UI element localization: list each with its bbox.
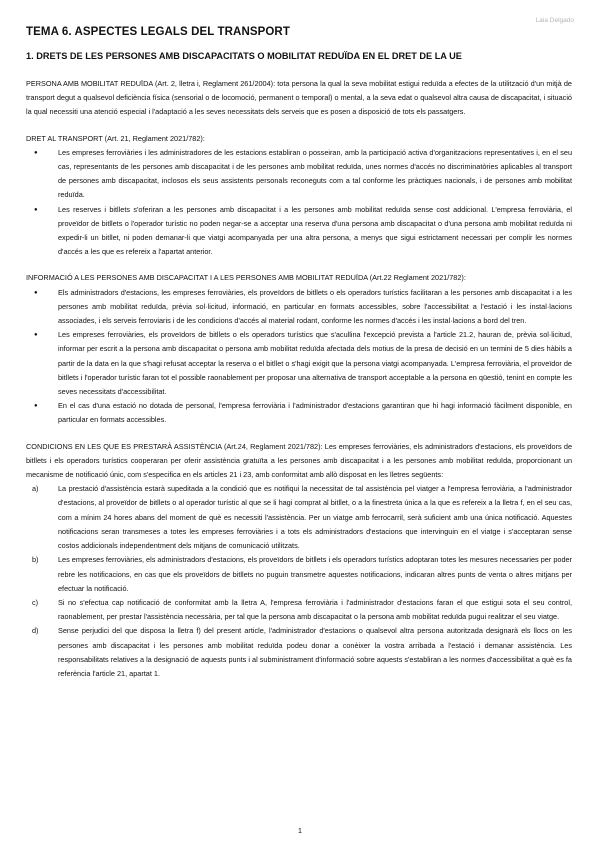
- information-section: [26, 271, 572, 427]
- document-title: TEMA 6. ASPECTES LEGALS DEL TRANSPORT: [26, 26, 290, 38]
- definition-term: PERSONA AMB MOBILITAT REDUÏDA: [26, 79, 153, 88]
- definition-text: (Art. 2, lletra i, Reglament 261/2004): tota persona la qual la seva mobilitat estigui reduïda a efectes de la utilització d'un mitjà de transport degut a qualsevol deficiència física (sensorial o de locomoció, permanent o temporal) o mental, a la seva edat o qualsevol altra causa de discapacitat, i situació la qual necessiti una atenció especial i l'adaptació a les seves necessitats dels serveis que es posen a disposició de tots els passatgers.: [26, 79, 572, 117]
- section-heading-line: [26, 271, 572, 285]
- list-item: ● Les empreses ferroviàries, els proveïdors de bitllets o els operadors turístics que s'acullina l'excepció prevista a l'article 21.2, hauran de, prèvia sol·licitud, informar per escrit a la persona amb discapacitat o persona amb mobilitat reduïda afectada dels motius de la presa de decisió en un termini de 5 dies hàbils a partir de la data en la que s'hagi refusat acceptar la reserva o el bitllet o s'hagi exigit que la persona viatgi acompanyada. L'empresa ferroviària, el proveïdor de bitllets i l'operador turístic faran tot el possible raonablement per proposar una alternativa de transport acceptable a la persona en qüestió, tenint en compte les seves necessitats d'accessibilitat.: [58, 328, 572, 399]
- list-item: [32, 482, 572, 553]
- item-text: Les empreses ferroviàries, els administradors d'estacions, els proveïdors de bitllets i els operadors turístics adoptaran totes les mesures necessaries per poder rebre les notificacions, en cas que els proveïdors de bitllets no puguin transmetre aquestes notificacions, indicaran altres punts de venta o altres mitjans per efectuar la notificació.: [58, 555, 572, 593]
- section-heading: 1. DRETS DE LES PERSONES AMB DISCAPACITATS O MOBILITAT REDUÏDA EN EL DRET DE LA UE: [26, 51, 462, 61]
- document-page: [26, 26, 572, 693]
- item-marker: b): [32, 555, 39, 565]
- bullet-list: [26, 286, 572, 428]
- item-text: Si no s'efectua cap notificació de conformitat amb la lletra A, l'empresa ferroviària i l'administrador d'estacions faran el que estigui sota el seu control, raonablement, per prestar l'assistència necessària, per tal que la persona amb discapacitat o la persona amb mobilitat reduïda pugui realitzar el seu viatge.: [58, 597, 572, 622]
- item-text: La prestació d'assistència estarà supeditada a la condició que es notifiqui la necessitat de tal assistència pel viatger a l'empresa ferroviària, a l'administrador d'estacions, al proveïdor de bitllets o al operador turístic al que se li hagi comprat al bitllet, o a la finestreta única a la que es refereix a la lletra f, en el seu cas, com a mínim 24 hores abans del moment de què es necessiti l'assistència. Per un viatge amb ferrocarril, serà suficient amb una única notificació. Aquestes notificacions seran transmeses a totes les empreses ferroviàries i a tots els administradors d'estacions que intervinguin en el viatge i s'acceptaran sense costos addicionals independentment dels mitjans de comunicació utilitzats.: [58, 484, 572, 551]
- list-item: ● Les empreses ferroviàries i les administradores de les estacions establiran o posseiran, amb la participació activa d'organitzacions representatives i, en el seu cas, representants de les persones amb discapacitat i de les persones amb mobilitat reduïda, unes normes d'accés no discriminatòries aplicables al transport de persones amb discapacitat, inclosos els seus assistents personals reconeguts com a tal conforme les pràctiques nacionals, i de persones amb mobilitat reduïda.: [58, 146, 572, 203]
- page-number: 1: [297, 826, 303, 835]
- section-term: CONDICIONS EN LES QUE ES PRESTARÀ ASSISTÈNCIA: [26, 441, 222, 451]
- definition-paragraph: [26, 77, 572, 120]
- section-heading-line: [26, 132, 572, 146]
- section-term: INFORMACIÓ A LES PERSONES AMB DISCAPACITAT I A LES PERSONES AMB MOBILITAT REDUÏDA: [26, 273, 368, 283]
- list-item: ● En el cas d'una estació no dotada de personal, l'empresa ferroviària i l'administrador d'estacions garantiran que hi hagi informació fàcilment disponible, en particular en formats accessibles.: [58, 399, 572, 427]
- list-item: [32, 624, 572, 681]
- item-marker: d): [32, 626, 39, 636]
- list-item: [32, 553, 572, 596]
- assistance-section: [26, 440, 572, 681]
- author-name: Laia Delgado: [535, 17, 574, 24]
- list-item: ● Els administradors d'estacions, les empreses ferroviàries, els proveïdors de bitllets o els operadors turístics facilitaran a les persones amb discapacitat i a les persones amb mobilitat reduïda, prèvia sol·licitud, informació, en particular en formats accessibles, sobre l'accessibilitat a l'estació i les instal·lacions associades, i els serveis ferroviaris i de les condicions d'accés al material rodant, conforme les normes d'accés i les instal·lacions a bord del tren.: [58, 286, 572, 329]
- right-to-transport-section: [26, 132, 572, 260]
- item-text: Sense perjudici del que disposa la lletra f) del present article, l'administrador d'estacions o qualsevol altra persona autoritzada designarà els llocs on les persones amb discapacitat i les persones amb mobilitat reduïda podeu donar a conèixer la vostra arribada a l'estació i demanar assistència. Les responsabilitats relatives a la designació de aquests punts i al subministrament d'informació sobre aquests s'establiran a les normes d'accessibilitat a què es fa referència l'article 21, apartat 1.: [58, 626, 572, 678]
- section-term: DRET AL TRANSPORT: [26, 133, 103, 143]
- item-marker: a): [32, 484, 39, 494]
- item-marker: c): [32, 597, 39, 607]
- list-item: [32, 596, 572, 624]
- definition-section: [26, 77, 572, 120]
- section-reference: (Art.22 Reglament 2021/782):: [367, 273, 466, 283]
- assistance-paragraph: [26, 440, 572, 483]
- lettered-list: [26, 482, 572, 681]
- list-item: ● Les reserves i bitllets s'oferiran a les persones amb discapacitat i a les persones amb mobilitat reduïda sense cost addicional. L'empresa ferroviària, el proveïdor de bitllets o l'operador turístic no poden negar-se a acceptar una reserva d'una persona amb discapacitat o d'una persona amb mobilitat reduïda ni expedir-li un bitllet, ni poden demanar-li que viatgi acompanyada per una altra persona, a menys que sigui estrictament necessari per complir les normes d'accés a les que es refereix a l'apartat anterior.: [58, 203, 572, 260]
- assistance-text: (Art.24, Reglament 2021/782): Les empreses ferroviàries, els administradors d'estacions, els proveïdors de bitllets i els operadors turístics cooperaran per oferir assistència gratuïta a les persones amb discapacitat i a les persones amb mobilitat reduïda, proporcionant un mecanisme de notificació únic, com s'especifica en els articles 21 i 23, amb conformitat amb allò disposat en les lletres següents:: [26, 441, 572, 480]
- section-reference: (Art. 21, Reglament 2021/782):: [102, 133, 205, 143]
- bullet-list: [26, 146, 572, 260]
